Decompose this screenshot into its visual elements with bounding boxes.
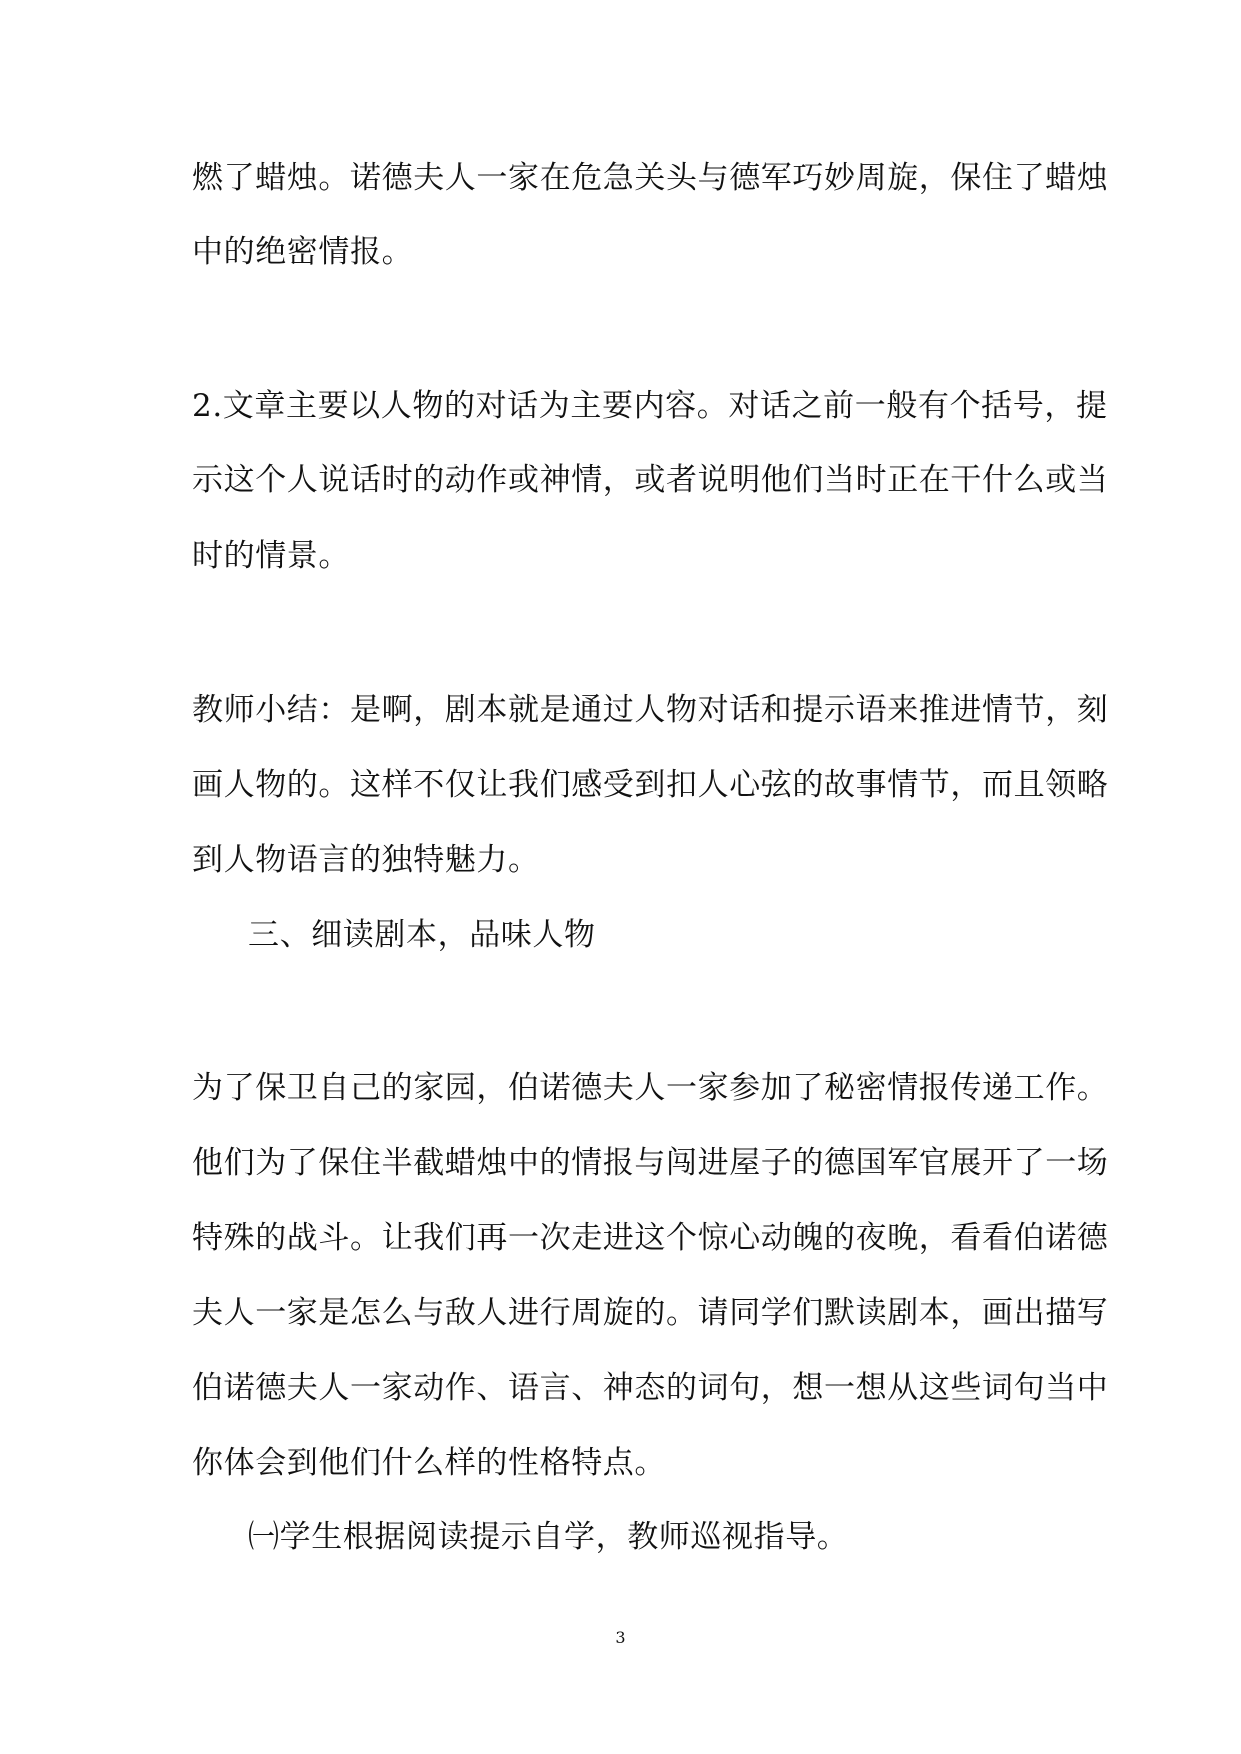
text-line: 时的情景。: [192, 538, 350, 574]
section-heading: 三、细读剧本，品味人物: [248, 917, 596, 953]
text-line: 画人物的。这样不仅让我们感受到扣人心弦的故事情节，而且领略: [192, 767, 1109, 803]
text-line: 为了保卫自己的家园，伯诺德夫人一家参加了秘密情报传递工作。: [192, 1070, 1109, 1106]
text-line: 特殊的战斗。让我们再一次走进这个惊心动魄的夜晚，看看伯诺德: [192, 1220, 1109, 1256]
text-line: 伯诺德夫人一家动作、语言、神态的词句，想一想从这些词句当中: [192, 1370, 1109, 1406]
text-line: 你体会到他们什么样的性格特点。: [192, 1445, 666, 1481]
text-line: 教师小结：是啊，剧本就是通过人物对话和提示语来推进情节，刻: [192, 692, 1109, 728]
text-line: 到人物语言的独特魅力。: [192, 842, 540, 878]
text-line: 2.文章主要以人物的对话为主要内容。对话之前一般有个括号，提: [192, 388, 1108, 424]
page-number: 3: [615, 1628, 626, 1647]
text-line: 他们为了保住半截蜡烛中的情报与闯进屋子的德国军官展开了一场: [192, 1145, 1109, 1181]
text-line: 夫人一家是怎么与敌人进行周旋的。请同学们默读剧本，画出描写: [192, 1295, 1109, 1331]
text-line: 中的绝密情报。: [192, 234, 414, 270]
text-line: 燃了蜡烛。诺德夫人一家在危急关头与德军巧妙周旋，保住了蜡烛: [192, 160, 1109, 196]
text-line: 示这个人说话时的动作或神情，或者说明他们当时正在干什么或当: [192, 462, 1109, 498]
text-line: ㈠学生根据阅读提示自学，教师巡视指导。: [248, 1519, 849, 1555]
